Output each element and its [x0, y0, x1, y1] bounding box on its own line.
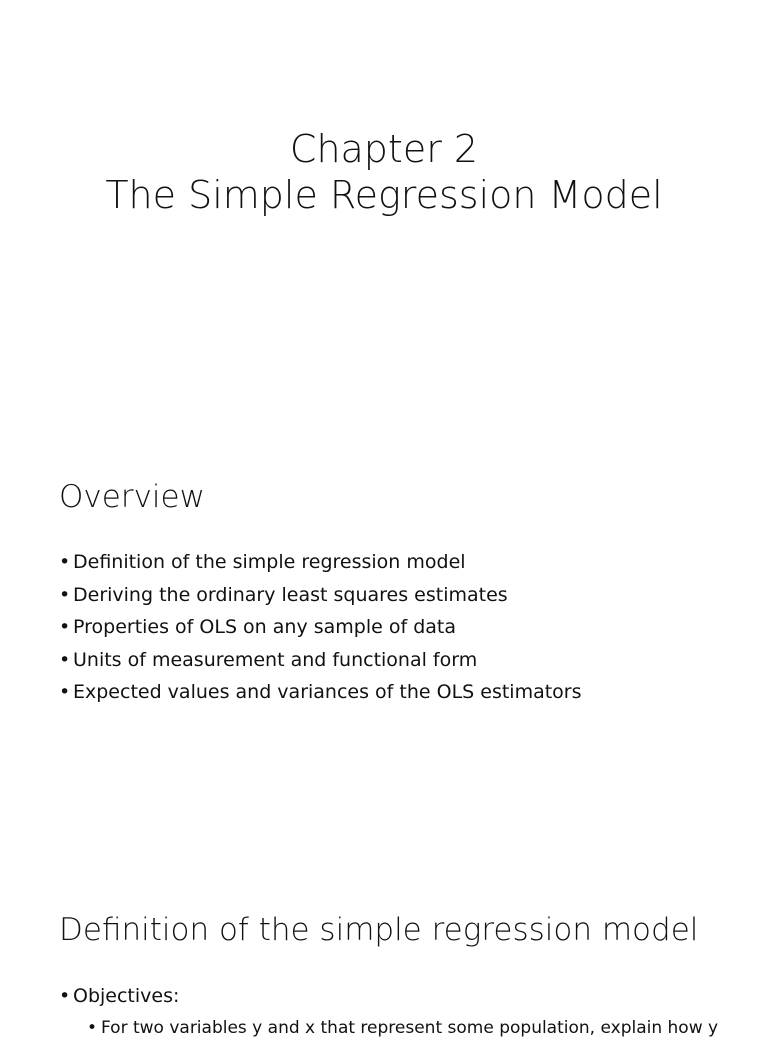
overview-list [59, 546, 582, 709]
bullet-icon: • [59, 551, 71, 573]
bullet-icon: • [59, 985, 71, 1007]
sub-list-item: • For two variables y and x that represent some population, explain how y [59, 1013, 718, 1043]
chapter-title: Chapter 2 [289, 127, 479, 171]
list-item: • Definition of the simple regression model [59, 546, 582, 579]
list-item: • Expected values and variances of the OLS estimators [59, 676, 582, 709]
bullet-icon: • [59, 583, 71, 606]
overview-heading: Overview [59, 479, 205, 515]
list-item: • Properties of OLS on any sample of data [59, 611, 582, 644]
bullet-icon: • [59, 648, 71, 671]
bullet-icon: • [87, 1017, 98, 1038]
bullet-icon: • [59, 681, 71, 703]
list-item: • Units of measurement and functional form [59, 644, 582, 677]
bullet-icon: • [59, 616, 71, 638]
definition-heading: Definition of the simple regression model [59, 912, 699, 948]
list-item: • Objectives: [59, 980, 718, 1013]
list-item: • Deriving the ordinary least squares estimates [59, 579, 582, 612]
definition-list [59, 980, 718, 1043]
chapter-subtitle: The Simple Regression Model [105, 173, 663, 217]
